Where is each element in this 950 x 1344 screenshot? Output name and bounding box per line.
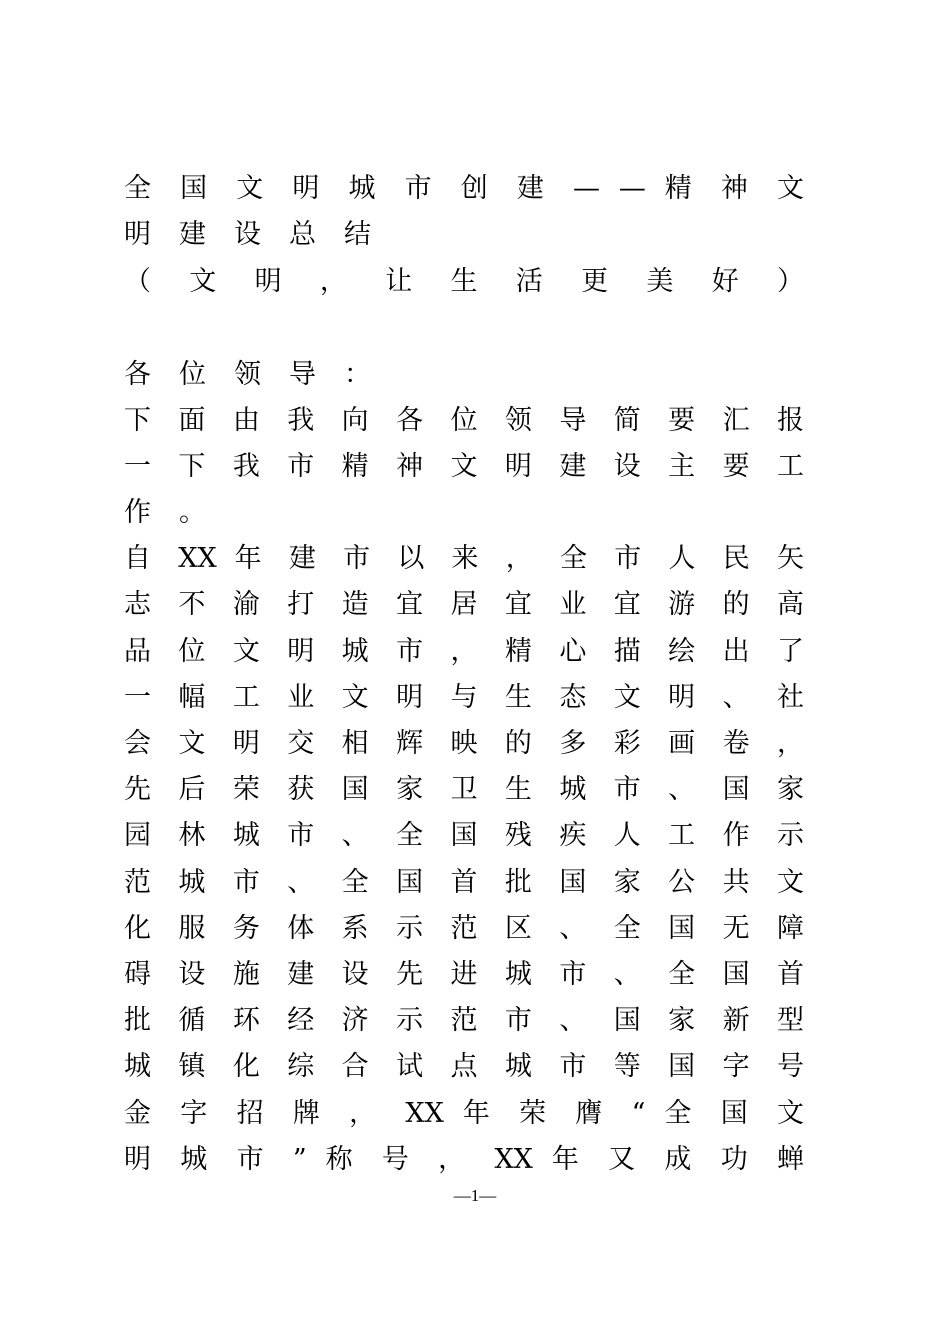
body-line: 品 位 文 明 城 市 ， 精 心 描 绘 出 了 — [124, 636, 804, 667]
body-line: 园 林 城 市 、 全 国 残 疾 人 工 作 示 — [124, 820, 804, 851]
title-line-2: 明建设总结 — [124, 219, 399, 250]
subtitle: （ 文 明 ， 让 生 活 更 美 好 ） — [124, 266, 804, 297]
body-line: 先 后 荣 获 国 家 卫 生 城 市 、 国 家 — [124, 774, 804, 805]
body-line: 城 镇 化 综 合 试 点 城 市 等 国 字 号 — [124, 1051, 804, 1082]
body-line: 一 幅 工 业 文 明 与 生 态 文 明 、 社 — [124, 682, 804, 713]
body-line: 下 面 由 我 向 各 位 领 导 简 要 汇 报 — [124, 405, 804, 436]
body-line: 范 城 市 、 全 国 首 批 国 家 公 共 文 — [124, 867, 804, 898]
body-line: 自 XX 年 建 市 以 来 ， 全 市 人 民 矢 — [124, 543, 804, 574]
body-line: 明 城 市 ” 称 号 ， XX 年 又 成 功 蝉 — [124, 1144, 804, 1175]
salutation: 各位领导： — [124, 359, 399, 390]
title-line-1: 全 国 文 明 城 市 创 建 — — 精 神 文 — [124, 173, 804, 204]
page-number: —1— — [453, 1186, 497, 1205]
body-line: 作。 — [124, 497, 234, 528]
body-line: 一 下 我 市 精 神 文 明 建 设 主 要 工 — [124, 451, 804, 482]
body-line: 金 字 招 牌 ， XX 年 荣 膺 “ 全 国 文 — [124, 1098, 804, 1129]
body-line: 批 循 环 经 济 示 范 市 、 国 家 新 型 — [124, 1005, 804, 1036]
body-line: 化 服 务 体 系 示 范 区 、 全 国 无 障 — [124, 913, 804, 944]
body-line: 志 不 渝 打 造 宜 居 宜 业 宜 游 的 高 — [124, 589, 804, 620]
body-line: 碍 设 施 建 设 先 进 城 市 、 全 国 首 — [124, 959, 804, 990]
body-line: 会 文 明 交 相 辉 映 的 多 彩 画 卷 ， — [124, 728, 804, 759]
